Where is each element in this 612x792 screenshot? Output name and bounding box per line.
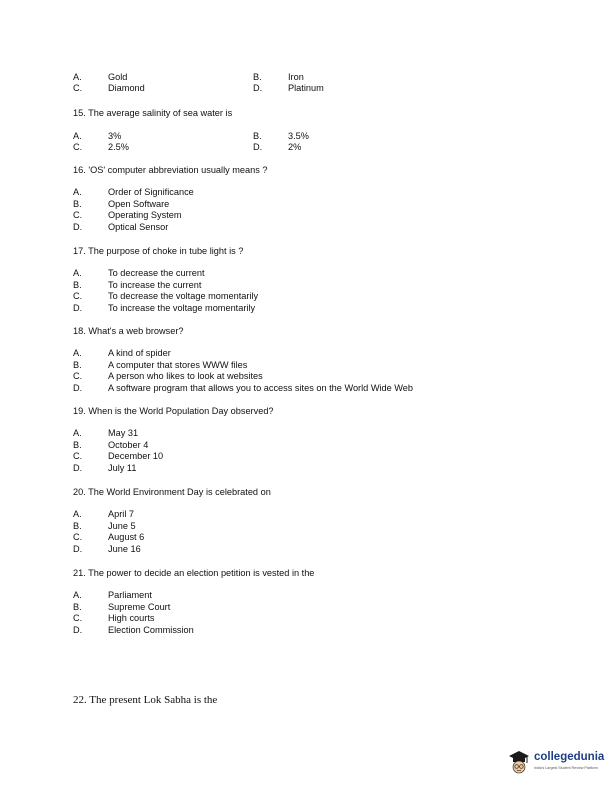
option-letter: B. <box>73 439 82 450</box>
option-text: August 6 <box>108 532 145 543</box>
option-letter: C. <box>73 451 83 462</box>
question-19: 19. When is the World Population Day observed? <box>73 406 274 416</box>
option-letter: A. <box>73 509 82 519</box>
option-text: July 11 <box>108 462 137 473</box>
option-letter: A. <box>73 590 82 600</box>
option-text: 2% <box>288 142 302 152</box>
option-letter: B. <box>73 198 82 209</box>
option-letter: B. <box>73 279 82 290</box>
option-letter: A. <box>73 428 82 438</box>
option-text: 3% <box>108 131 122 141</box>
option-text: To increase the current <box>108 279 202 290</box>
option-text: A software program that allows you to access sites on the World Wide Web <box>108 382 414 393</box>
question-18: 18. What's a web browser? <box>73 326 184 336</box>
option-text: June 16 <box>108 543 141 554</box>
option-text: Optical Sensor <box>108 221 169 232</box>
graduation-cap-icon <box>508 749 530 775</box>
option-letter: D. <box>73 302 83 313</box>
option-text: Election Commission <box>108 624 194 635</box>
option-letter: D. <box>73 221 83 232</box>
option-text: April 7 <box>108 509 135 519</box>
option-letter: C. <box>73 291 83 302</box>
question-16: 16. 'OS' computer abbreviation usually means ? <box>73 165 268 175</box>
option-letter: A. <box>73 131 82 141</box>
option-letter: C. <box>73 532 83 543</box>
logo-wordmark: collegedunia <box>534 751 605 763</box>
option-letter: A. <box>73 268 82 278</box>
option-text: Platinum <box>288 83 324 93</box>
option-text: A kind of spider <box>108 348 171 358</box>
option-text: Diamond <box>108 83 145 93</box>
option-text: High courts <box>108 613 155 624</box>
option-text: Open Software <box>108 198 170 209</box>
option-text: To decrease the voltage momentarily <box>108 291 259 302</box>
collegedunia-logo <box>508 749 608 777</box>
option-text: October 4 <box>108 439 149 450</box>
question-21: 21. The power to decide an election petition is vested in the <box>73 568 315 578</box>
option-letter: B. <box>73 520 82 531</box>
option-text: May 31 <box>108 428 139 438</box>
option-text: 2.5% <box>108 142 129 152</box>
option-letter: B. <box>253 131 262 141</box>
option-letter: A. <box>73 72 82 82</box>
question-17: 17. The purpose of choke in tube light is ? <box>73 246 244 256</box>
logo-tagline: India's Largest Student Review Platform <box>534 766 598 770</box>
option-letter: B. <box>253 72 262 82</box>
option-letter: D. <box>73 462 83 473</box>
option-text: December 10 <box>108 451 164 462</box>
option-letter: A. <box>73 348 82 358</box>
question-22: 22. The present Lok Sabha is the <box>73 694 218 706</box>
option-text: June 5 <box>108 520 136 531</box>
option-letter: D. <box>73 382 83 393</box>
option-text: A person who likes to look at websites <box>108 371 263 382</box>
option-letter: B. <box>73 359 82 370</box>
option-letter: C. <box>73 371 83 382</box>
option-letter: A. <box>73 187 82 197</box>
option-letter: B. <box>73 601 82 612</box>
option-text: Parliament <box>108 590 152 600</box>
question-20: 20. The World Environment Day is celebrated on <box>73 487 271 497</box>
option-text: Order of Significance <box>108 187 194 197</box>
option-text: To increase the voltage momentarily <box>108 302 256 313</box>
option-letter: D. <box>253 142 263 152</box>
option-letter: C. <box>73 83 83 93</box>
option-letter: C. <box>73 210 83 221</box>
question-15: 15. The average salinity of sea water is <box>73 108 233 118</box>
option-text: Gold <box>108 72 128 82</box>
option-text: 3.5% <box>288 131 309 141</box>
option-letter: D. <box>73 543 83 554</box>
option-letter: D. <box>253 83 263 93</box>
option-letter: C. <box>73 142 83 152</box>
option-letter: C. <box>73 613 83 624</box>
option-text: Operating System <box>108 210 182 221</box>
option-text: Iron <box>288 72 304 82</box>
option-text: Supreme Court <box>108 601 171 612</box>
option-letter: D. <box>73 624 83 635</box>
option-text: A computer that stores WWW files <box>108 359 248 370</box>
option-text: To decrease the current <box>108 268 205 278</box>
